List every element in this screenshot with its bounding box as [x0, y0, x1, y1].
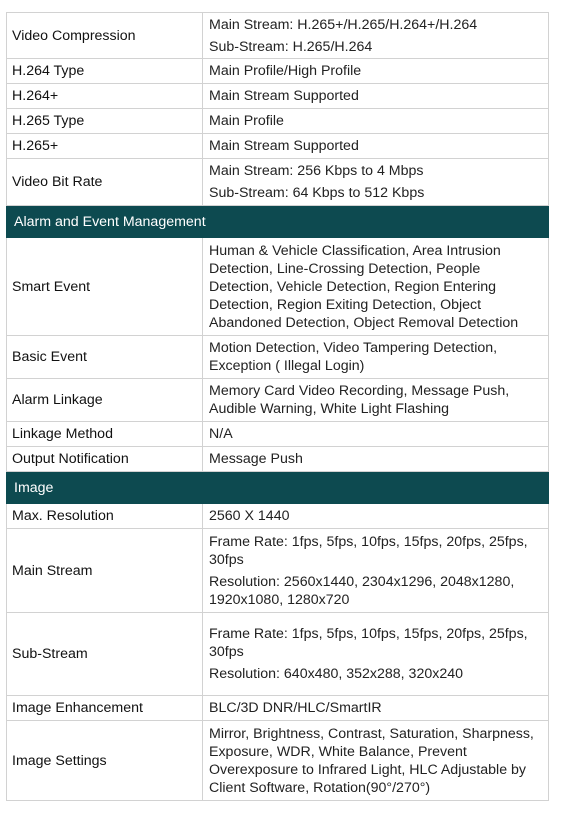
spec-value-line: Motion Detection, Video Tampering Detection, Exception ( Illegal Login) [209, 340, 498, 374]
spec-label: Alarm Linkage [7, 379, 203, 421]
spec-row-sub-stream [6, 613, 549, 696]
spec-label: Image Settings [7, 721, 203, 800]
spec-value-line: Main Stream Supported [209, 138, 359, 154]
spec-row-output-notification [6, 447, 549, 472]
spec-value-line: Frame Rate: 1fps, 5fps, 10fps, 15fps, 20fps, 25fps, 30fps [209, 533, 528, 568]
spec-row-h265-type [6, 109, 549, 134]
spec-label: Sub-Stream [7, 613, 203, 695]
spec-value [203, 84, 548, 108]
spec-value-line: Frame Rate: 1fps, 5fps, 10fps, 15fps, 20fps, 25fps, 30fps [209, 626, 528, 660]
spec-label: Basic Event [7, 336, 203, 378]
spec-row-video-bit-rate [6, 159, 549, 206]
spec-row-h264-plus [6, 84, 549, 109]
spec-label: Linkage Method [7, 422, 203, 446]
spec-label: Main Stream [7, 529, 203, 612]
spec-value [203, 721, 548, 800]
spec-row-h265-plus [6, 134, 549, 159]
spec-value [203, 159, 548, 205]
spec-value-line: Main Stream Supported [209, 88, 359, 104]
spec-row-image-enhancement [6, 696, 549, 721]
spec-value [203, 447, 548, 471]
spec-value [203, 238, 548, 335]
spec-value [203, 529, 548, 612]
spec-label: Video Bit Rate [7, 159, 203, 205]
spec-row-max-resolution [6, 504, 549, 529]
spec-value-line: Main Stream: H.265+/H.265/H.264+/H.264 [209, 16, 478, 33]
spec-value-line: Mirror, Brightness, Contrast, Saturation, Sharpness, Exposure, WDR, White Balance, Prevent Overexposure to Infrared Light, HLC Adjustable by Client Software, Rotation(90°/270°) [209, 725, 534, 796]
spec-value [203, 422, 548, 446]
spec-row-image-settings [6, 721, 549, 801]
spec-label: Smart Event [7, 238, 203, 335]
spec-row-linkage-method [6, 422, 549, 447]
spec-value [203, 13, 548, 58]
spec-value [203, 696, 548, 720]
spec-value [203, 613, 548, 695]
spec-row-basic-event [6, 336, 549, 379]
spec-label: H.265+ [7, 134, 203, 158]
spec-value [203, 379, 548, 421]
spec-row-main-stream [6, 529, 549, 613]
spec-label: H.264 Type [7, 59, 203, 83]
spec-row-smart-event [6, 238, 549, 336]
spec-row-video-compression [6, 12, 549, 59]
spec-label: H.264+ [7, 84, 203, 108]
spec-value-line: Main Profile/High Profile [209, 63, 362, 79]
spec-value [203, 336, 548, 378]
section-header-image: Image [6, 472, 549, 504]
spec-value-line: Message Push [209, 451, 303, 467]
section-header-alarm: Alarm and Event Management [6, 206, 549, 238]
spec-label: Output Notification [7, 447, 203, 471]
spec-value-line: Resolution: 640x480, 352x288, 320x240 [209, 666, 463, 682]
spec-value [203, 134, 548, 158]
spec-value-line: Human & Vehicle Classification, Area Intrusion Detection, Line-Crossing Detection, People Detection, Vehicle Detection, Region Entering Detection, Region Exiting Detection, Object Abandoned Detection, Object Removal Detection [209, 242, 519, 331]
spec-label: Video Compression [7, 13, 203, 58]
spec-row-h264-type [6, 59, 549, 84]
spec-label: H.265 Type [7, 109, 203, 133]
spec-value-line: Memory Card Video Recording, Message Push, Audible Warning, White Light Flashing [209, 383, 510, 417]
spec-value-line: Sub-Stream: H.265/H.264 [209, 38, 373, 55]
spec-value-line: Main Profile [209, 113, 284, 129]
spec-sheet [6, 12, 549, 801]
spec-value [203, 59, 548, 83]
spec-label: Image Enhancement [7, 696, 203, 720]
spec-value-line: 2560 X 1440 [209, 508, 290, 524]
spec-value-line: Sub-Stream: 64 Kbps to 512 Kbps [209, 185, 425, 201]
spec-label: Max. Resolution [7, 504, 203, 528]
spec-value-line: N/A [209, 426, 233, 442]
spec-value-line: Main Stream: 256 Kbps to 4 Mbps [209, 163, 424, 179]
spec-value [203, 504, 548, 528]
spec-row-alarm-linkage [6, 379, 549, 422]
spec-value [203, 109, 548, 133]
spec-value-line: Resolution: 2560x1440, 2304x1296, 2048x1280, 1920x1080, 1280x720 [209, 573, 515, 608]
spec-value-line: BLC/3D DNR/HLC/SmartIR [209, 700, 382, 716]
